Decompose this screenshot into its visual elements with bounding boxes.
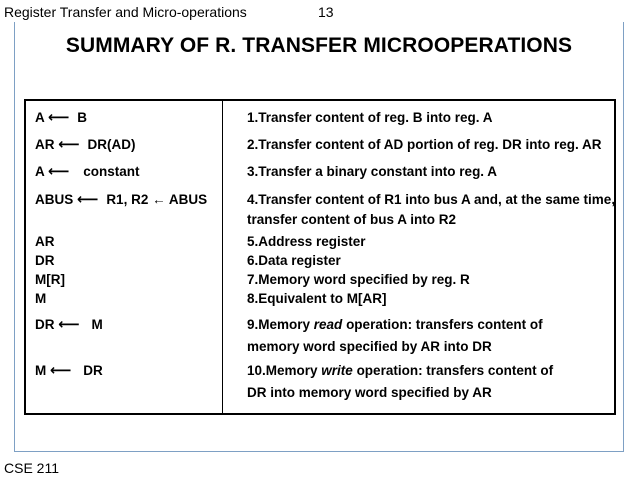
description-text: operation: transfers content of xyxy=(352,363,554,378)
register-notation: M xyxy=(35,363,47,378)
transfer-arrow-icon: ⟵ xyxy=(77,191,99,208)
table-row xyxy=(35,361,103,381)
table-row xyxy=(35,108,87,128)
register-notation: AR xyxy=(35,137,55,152)
register-notation: DR xyxy=(35,317,55,332)
table-divider xyxy=(222,99,223,415)
register-notation: constant xyxy=(83,164,140,179)
register-notation: R1, R2 ← ABUS xyxy=(106,192,208,207)
register-notation: M[R] xyxy=(35,272,65,287)
register-notation: DR xyxy=(35,253,55,268)
description: 8.Equivalent to M[AR] xyxy=(247,291,387,306)
course-code: CSE 211 xyxy=(4,460,59,476)
description: 7.Memory word specified by reg. R xyxy=(247,272,470,287)
register-notation: DR xyxy=(83,363,103,378)
slide-title: SUMMARY OF R. TRANSFER MICROOPERATIONS xyxy=(65,34,573,57)
description xyxy=(247,361,553,381)
description: 5.Address register xyxy=(247,234,366,249)
transfer-arrow-icon: ⟵ xyxy=(48,109,70,126)
transfer-arrow-icon: ⟵ xyxy=(58,136,80,153)
section-header: Register Transfer and Micro-operations xyxy=(4,4,247,20)
description: 2.Transfer content of AD portion of reg. DR into reg. AR xyxy=(247,137,602,152)
description: 6.Data register xyxy=(247,253,341,268)
table-row xyxy=(35,135,136,155)
page-number: 13 xyxy=(318,4,334,20)
register-notation: B xyxy=(77,110,88,125)
table-row xyxy=(35,315,103,335)
description-emphasis: write xyxy=(321,363,353,378)
register-notation: AR xyxy=(35,234,55,249)
transfer-arrow-icon: ⟵ xyxy=(58,316,80,333)
register-notation: A xyxy=(35,110,45,125)
table-row xyxy=(35,162,140,182)
table-row xyxy=(35,190,207,210)
description-emphasis: read xyxy=(313,317,343,332)
register-notation: A xyxy=(35,164,45,179)
transfer-arrow-icon: ⟵ xyxy=(48,163,70,180)
description-text: 10.Memory xyxy=(247,363,322,378)
description: 1.Transfer content of reg. B into reg. A xyxy=(247,110,493,125)
description-continued: transfer content of bus A into R2 xyxy=(247,212,457,227)
description-text: 9.Memory xyxy=(247,317,314,332)
description xyxy=(247,315,543,335)
description: 4.Transfer content of R1 into bus A and, at the same time, xyxy=(247,192,616,207)
transfer-arrow-icon: ⟵ xyxy=(50,362,72,379)
description-text: operation: transfers content of xyxy=(342,317,543,332)
register-notation: DR(AD) xyxy=(87,137,136,152)
description-continued: DR into memory word specified by AR xyxy=(247,385,492,400)
register-notation: M xyxy=(35,291,47,306)
register-notation: ABUS xyxy=(35,192,74,207)
register-notation: M xyxy=(91,317,103,332)
description-continued: memory word specified by AR into DR xyxy=(247,339,492,354)
description: 3.Transfer a binary constant into reg. A xyxy=(247,164,498,179)
